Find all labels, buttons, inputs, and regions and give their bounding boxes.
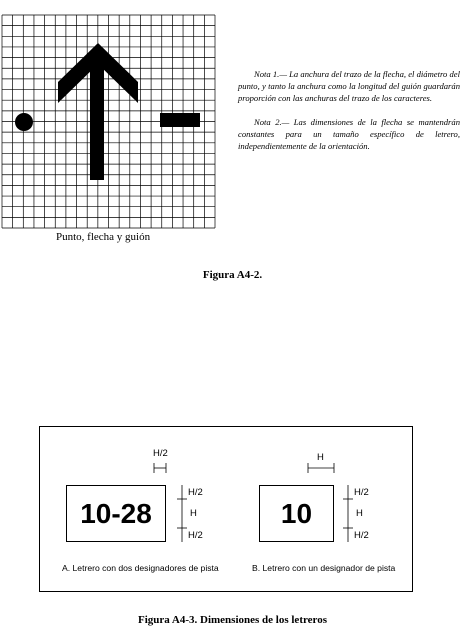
note-1: Nota 1.— La anchura del trazo de la flecha, el diámetro del punto, y tanto la anchura como la longitud del guión guardarán proporción con las anchuras del trazo de los caracteres.	[238, 69, 460, 103]
dash-symbol	[160, 113, 200, 127]
sign-b-caption: B. Letrero con un designador de pista	[252, 563, 396, 573]
figure-notes	[238, 68, 460, 164]
sign-b-lower-dimension: H/2	[354, 530, 369, 541]
sign-a-top-dimension: H/2	[153, 448, 168, 459]
dot-symbol	[15, 113, 33, 131]
figure-a4-3-title: Figura A4-3. Dimensiones de los letreros	[137, 614, 328, 626]
sign-b-top-dimension: H	[317, 452, 324, 463]
sign-a-upper-dimension: H/2	[188, 487, 203, 498]
sign-one-designator: 10	[259, 485, 334, 542]
arrow-symbol	[58, 43, 138, 180]
grid-caption: Punto, flecha y guión	[56, 231, 151, 243]
sign-b-upper-dimension: H/2	[354, 487, 369, 498]
sign-a-mid-dimension: H	[190, 508, 197, 519]
sign-two-designators: 10-28	[66, 485, 166, 542]
sign-b-mid-dimension: H	[356, 508, 363, 519]
sign-a-lower-dimension: H/2	[188, 530, 203, 541]
figure-a4-2-title: Figura A4-2.	[202, 269, 263, 281]
sign-a-caption: A. Letrero con dos designadores de pista	[62, 563, 219, 573]
sign-dimensions-frame	[39, 426, 413, 592]
note-2: Nota 2.— Las dimensiones de la flecha se mantendrán constantes para un tamaño específico de letrero, independientemente de la orientación.	[238, 117, 460, 151]
